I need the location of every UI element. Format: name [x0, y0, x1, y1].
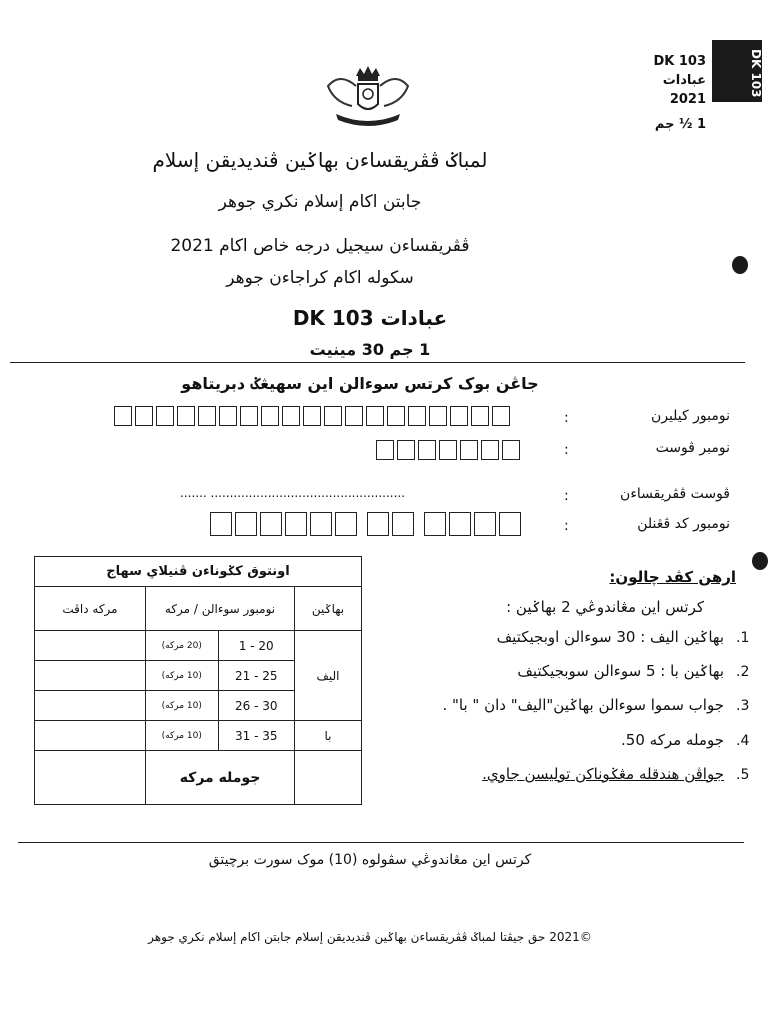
instructions-intro: کرتس اين مڠاندوڠي 2 بهاݢين : — [506, 598, 704, 616]
code-text: DK 103 — [653, 54, 706, 69]
table-title: اونتوق کݢوناءن ڤنيلاي سهاج — [35, 557, 362, 587]
field-label: نومبور کد ڤڠنلن — [637, 516, 730, 532]
subject-text: عبادات — [662, 73, 706, 88]
state-crest-emblem — [318, 62, 418, 132]
row-marks: (10 مرکه) — [146, 691, 219, 721]
field-separator: : — [564, 488, 569, 504]
punch-hole — [752, 552, 768, 570]
duration-text: 1 ½ جم — [654, 117, 706, 132]
time-allowed: 1 جم 30 مينيت — [309, 340, 431, 359]
field-separator: : — [564, 410, 569, 426]
instructions-title: ارهن کڤد چالون: — [609, 568, 736, 586]
id-number-boxes[interactable] — [210, 512, 524, 540]
marks-obtained-cell[interactable] — [35, 691, 146, 721]
exam-center-dots[interactable]: ....... ................................................... — [180, 486, 406, 500]
candidate-number-boxes[interactable] — [114, 406, 513, 430]
side-tab: DK 103 — [712, 40, 762, 102]
marks-obtained-cell[interactable] — [35, 631, 146, 661]
table-header: بهاݢين — [295, 587, 362, 631]
exam-name: ڤڤريقساءن سيجيل درجه خاص اکام 2021 — [170, 236, 470, 256]
section-label: اليف — [295, 631, 362, 721]
row-marks: (10 مرکه) — [146, 661, 219, 691]
instruction-number: .4 — [736, 733, 750, 749]
table-header: نومبور سوءالن / مرکه — [146, 587, 295, 631]
table-header: مرکه داڤت — [35, 587, 146, 631]
subject-title: عبادات DK 103 — [292, 306, 448, 330]
field-separator: : — [564, 518, 569, 534]
question-range: 31 - 35 — [218, 721, 294, 751]
row-marks: (10 مرکه) — [146, 721, 219, 751]
instruction-item: جواب سموا سوءالن بهاݢين"اليف" دان " با" . — [442, 696, 724, 714]
field-label: ڤوست ڤڤريقساءن — [620, 486, 730, 502]
question-range: 21 - 25 — [218, 661, 294, 691]
section-label: با — [295, 721, 362, 751]
field-separator: : — [564, 442, 569, 458]
instruction-item: بهاݢين با : 5 سوءالن سوبجيکتيف — [517, 662, 724, 680]
instruction-item: بهاݢين اليف : 30 سوءالن اوبجيکتيف — [496, 628, 724, 646]
marks-table — [34, 556, 362, 805]
board-name: لمباݢ ڤڤريقساءن بهاݢين ڤنديديقن إسلام — [152, 148, 488, 172]
post-number-boxes[interactable] — [376, 440, 523, 464]
year-text: 2021 — [669, 92, 706, 107]
question-range: 1 - 20 — [218, 631, 294, 661]
row-marks: (20 مرکه) — [146, 631, 219, 661]
page-count-note: کرتس اين مڠاندوڠي سڤولوه (10) موک سورت برچيتق — [208, 852, 532, 868]
table-row — [35, 721, 362, 751]
copyright-notice: ©2021 حق جيڤتا لمباݢ ڤڤريقساءن بهاݢين ڤنديديقن إسلام جابتن اکام إسلام نکري جوهر — [148, 930, 592, 944]
field-label: نومبر ڤوست — [655, 440, 730, 456]
field-label: نومبور کيليرن — [650, 408, 730, 424]
instruction-item: جومله مرکه 50. — [621, 731, 724, 749]
punch-hole — [732, 256, 748, 274]
instruction-number: .2 — [736, 664, 750, 680]
total-marks-cell[interactable] — [35, 751, 146, 805]
total-label: جومله مرکه — [146, 751, 295, 805]
code-block — [630, 52, 706, 134]
school-type: سکوله اکام کراجاءن جوهر — [226, 268, 414, 288]
marks-obtained-cell[interactable] — [35, 661, 146, 691]
instruction-item: جواڤن هندقله مڠݢوناکن توليسن جاوي. — [482, 765, 724, 783]
table-row — [35, 631, 362, 661]
marks-obtained-cell[interactable] — [35, 721, 146, 751]
divider — [18, 842, 744, 843]
question-range: 26 - 30 — [218, 691, 294, 721]
department-name: جابتن اکام إسلام نکري جوهر — [218, 192, 422, 212]
instruction-number: .5 — [736, 767, 750, 783]
instruction-number: .1 — [736, 630, 750, 646]
divider — [10, 362, 745, 363]
instruction-number: .3 — [736, 698, 750, 714]
do-not-open-warning: جاڠن بوک کرتس سوءالن اين سهيڠݢ دبريتاهو — [181, 374, 539, 393]
